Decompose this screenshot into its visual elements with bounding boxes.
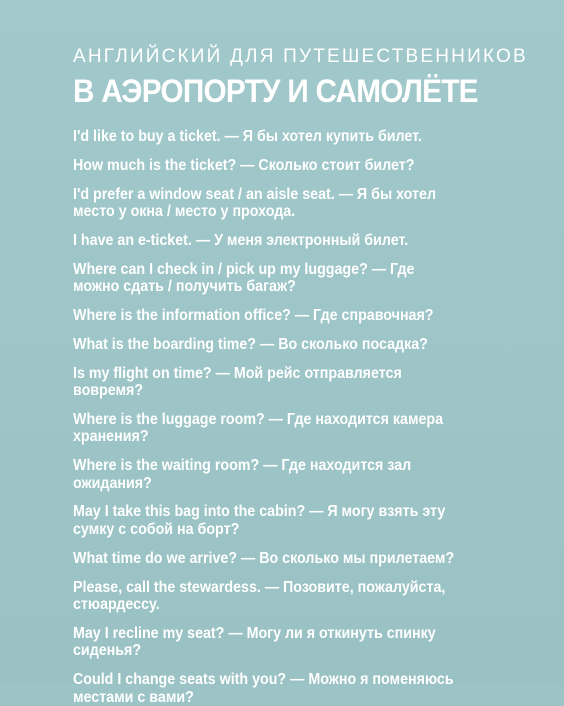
phrase-item: May I take this bag into the cabin? — Я могу взять эту сумку с собой на борт? [73, 503, 446, 538]
phrase-item: I'd prefer a window seat / an aisle seat. — Я бы хотел место у окна / место у прохода. [73, 185, 436, 221]
phrase-item: Where is the waiting room? — Где находится зал ожидания? [73, 457, 412, 492]
phrase-item: Where is the luggage room? — Где находится камера хранения? [73, 410, 444, 446]
card-title: В АЭРОПОРТУ И САМОЛЁТЕ [73, 73, 478, 109]
phrase-item: Where can I check in / pick up my luggage? — Где можно сдать / получить багаж? [73, 260, 415, 296]
phrase-item: Could I change seats with you? — Можно я поменяюсь местами с вами? [73, 671, 454, 706]
phrase-item: I have an e-ticket. — У меня электронный билет. [73, 231, 409, 249]
phrase-item: Where is the information office? — Где справочная? [73, 306, 434, 324]
phrase-list [73, 128, 534, 706]
phrase-item: How much is the ticket? — Сколько стоит билет? [73, 156, 415, 174]
phrase-item: What time do we arrive? — Во сколько мы прилетаем? [73, 549, 455, 567]
phrase-item: Is my flight on time? — Мой рейс отправляется вовремя? [73, 364, 402, 400]
phrase-item: Please, call the stewardess. — Позовите, пожалуйста, стюардессу. [73, 578, 446, 614]
phrase-item: May I recline my seat? — Могу ли я откинуть спинку сиденья? [73, 624, 436, 660]
phrase-item: What is the boarding time? — Во сколько посадка? [73, 335, 428, 353]
card-subtitle: АНГЛИЙСКИЙ ДЛЯ ПУТЕШЕСТВЕННИКОВ [73, 46, 528, 67]
phrase-item: I'd like to buy a ticket. — Я бы хотел купить билет. [73, 128, 422, 145]
